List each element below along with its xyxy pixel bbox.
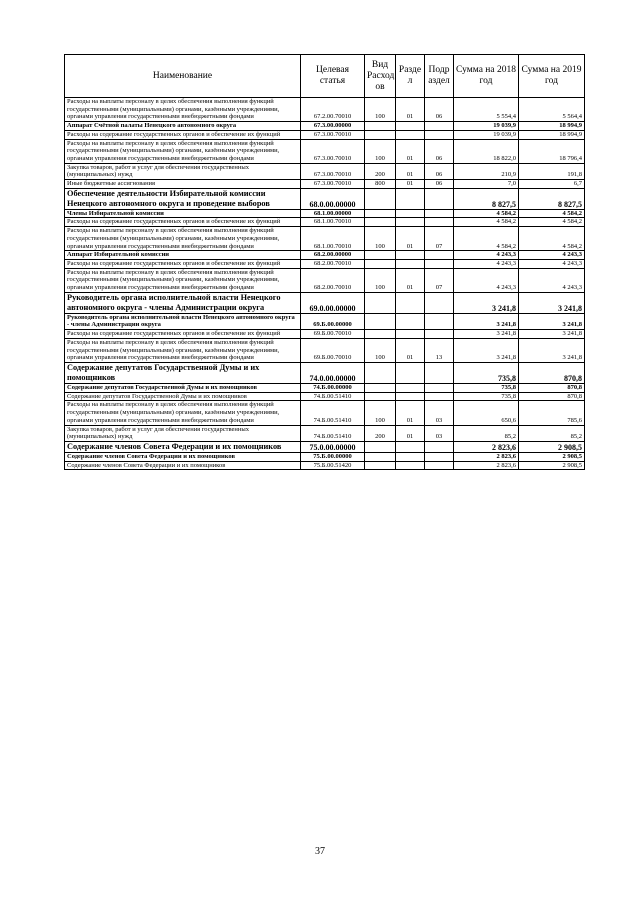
- row-section-cell: [396, 362, 425, 383]
- row-sum-2018-cell: 3 241,8: [454, 338, 519, 362]
- table-row: [65, 209, 585, 218]
- row-section-cell: 01: [396, 163, 425, 179]
- row-name-cell: Закупка товаров, работ и услуг для обеспечения государственных (муниципальных) нужд: [65, 163, 301, 179]
- row-section-cell: 01: [396, 401, 425, 425]
- row-section-cell: [396, 218, 425, 227]
- row-section-cell: 01: [396, 180, 425, 189]
- row-subsection-cell: [425, 130, 454, 139]
- row-subsection-cell: 03: [425, 401, 454, 425]
- row-expense-type-cell: [365, 130, 396, 139]
- row-sum-2018-cell: 4 584,2: [454, 227, 519, 251]
- row-target-code-cell: 68.1.00.00000: [301, 209, 365, 218]
- row-expense-type-cell: [365, 452, 396, 461]
- row-expense-type-cell: [365, 441, 396, 452]
- table-row: [65, 292, 585, 313]
- header-section: Разде л: [396, 55, 425, 98]
- row-sum-2018-cell: 4 243,3: [454, 259, 519, 268]
- table-row: [65, 139, 585, 163]
- row-sum-2018-cell: 735,8: [454, 383, 519, 392]
- row-subsection-cell: [425, 122, 454, 131]
- row-sum-2018-cell: 4 584,2: [454, 209, 519, 218]
- table-row: [65, 188, 585, 209]
- table-row: [65, 338, 585, 362]
- row-name-cell: Обеспечение деятельности Избирательной комиссии Ненецкого автономного округа и проведение выборов: [65, 188, 301, 209]
- row-expense-type-cell: 100: [365, 268, 396, 292]
- row-sum-2019-cell: 18 994,9: [519, 130, 585, 139]
- row-sum-2019-cell: 2 908,5: [519, 441, 585, 452]
- table-row: [65, 425, 585, 441]
- header-sum-2019: Сумма на 2019 год: [519, 55, 585, 98]
- row-sum-2018-cell: 7,0: [454, 180, 519, 189]
- row-sum-2018-cell: 2 823,6: [454, 441, 519, 452]
- row-subsection-cell: 06: [425, 180, 454, 189]
- table-row: [65, 122, 585, 131]
- row-sum-2019-cell: 18 796,4: [519, 139, 585, 163]
- row-section-cell: [396, 441, 425, 452]
- row-target-code-cell: 67.3.00.70010: [301, 130, 365, 139]
- row-name-cell: Расходы на выплаты персоналу в целях обеспечения выполнения функций государственными (муниципальными) органами, казёнными учреждениями, органами управления государственными внебюджетными фондами: [65, 139, 301, 163]
- row-expense-type-cell: [365, 209, 396, 218]
- table-row: [65, 180, 585, 189]
- row-expense-type-cell: [365, 188, 396, 209]
- row-subsection-cell: 06: [425, 98, 454, 122]
- row-target-code-cell: 74.Б.00.51410: [301, 425, 365, 441]
- row-sum-2019-cell: 6,7: [519, 180, 585, 189]
- row-sum-2019-cell: 4 584,2: [519, 218, 585, 227]
- row-section-cell: [396, 251, 425, 260]
- row-subsection-cell: [425, 392, 454, 401]
- table-row: [65, 401, 585, 425]
- row-expense-type-cell: 200: [365, 163, 396, 179]
- row-expense-type-cell: [365, 461, 396, 470]
- row-subsection-cell: [425, 313, 454, 329]
- table-row: [65, 362, 585, 383]
- row-sum-2019-cell: 870,8: [519, 362, 585, 383]
- table-body: [65, 98, 585, 470]
- row-target-code-cell: 74.Б.00.51410: [301, 392, 365, 401]
- row-section-cell: [396, 292, 425, 313]
- row-name-cell: Содержание депутатов Государственной Думы и их помощников: [65, 392, 301, 401]
- budget-table: [64, 54, 585, 470]
- row-subsection-cell: [425, 362, 454, 383]
- table-row: [65, 441, 585, 452]
- table-row: [65, 130, 585, 139]
- row-subsection-cell: [425, 452, 454, 461]
- row-target-code-cell: 75.0.00.00000: [301, 441, 365, 452]
- row-target-code-cell: 74.Б.00.00000: [301, 383, 365, 392]
- row-sum-2019-cell: 18 994,9: [519, 122, 585, 131]
- row-target-code-cell: 68.1.00.70010: [301, 218, 365, 227]
- table-header: [65, 55, 585, 98]
- row-subsection-cell: [425, 209, 454, 218]
- header-subsection: Подр аздел: [425, 55, 454, 98]
- row-sum-2018-cell: 4 243,3: [454, 251, 519, 260]
- table-row: [65, 313, 585, 329]
- row-target-code-cell: 68.1.00.70010: [301, 227, 365, 251]
- row-target-code-cell: 67.3.00.00000: [301, 122, 365, 131]
- row-expense-type-cell: [365, 259, 396, 268]
- row-expense-type-cell: 100: [365, 98, 396, 122]
- row-sum-2019-cell: 870,8: [519, 392, 585, 401]
- row-name-cell: Руководитель органа исполнительной власти Ненецкого автономного округа - члены Администрации округа: [65, 292, 301, 313]
- row-target-code-cell: 69.Б.00.70010: [301, 330, 365, 339]
- row-name-cell: Аппарат Избирательной комиссии: [65, 251, 301, 260]
- row-expense-type-cell: [365, 292, 396, 313]
- row-sum-2019-cell: 3 241,8: [519, 313, 585, 329]
- row-sum-2019-cell: 3 241,8: [519, 330, 585, 339]
- row-target-code-cell: 69.0.00.00000: [301, 292, 365, 313]
- row-sum-2018-cell: 2 823,6: [454, 452, 519, 461]
- row-subsection-cell: [425, 461, 454, 470]
- row-sum-2018-cell: 19 039,9: [454, 130, 519, 139]
- row-expense-type-cell: [365, 218, 396, 227]
- row-section-cell: 01: [396, 425, 425, 441]
- row-target-code-cell: 68.2.00.00000: [301, 251, 365, 260]
- table-row: [65, 461, 585, 470]
- row-name-cell: Расходы на выплаты персоналу в целях обеспечения выполнения функций государственными (муниципальными) органами, казёнными учреждениями, органами управления государственными внебюджетными фондами: [65, 98, 301, 122]
- row-sum-2019-cell: 785,6: [519, 401, 585, 425]
- row-sum-2019-cell: 191,8: [519, 163, 585, 179]
- row-sum-2019-cell: 870,8: [519, 383, 585, 392]
- row-subsection-cell: [425, 441, 454, 452]
- row-sum-2019-cell: 85,2: [519, 425, 585, 441]
- row-expense-type-cell: 100: [365, 139, 396, 163]
- row-section-cell: 01: [396, 139, 425, 163]
- row-expense-type-cell: 100: [365, 338, 396, 362]
- row-section-cell: 01: [396, 98, 425, 122]
- row-section-cell: [396, 313, 425, 329]
- row-sum-2018-cell: 2 823,6: [454, 461, 519, 470]
- row-name-cell: Иные бюджетные ассигнования: [65, 180, 301, 189]
- row-sum-2019-cell: 4 584,2: [519, 209, 585, 218]
- row-name-cell: Расходы на содержание государственных органов и обеспечение их функций: [65, 259, 301, 268]
- row-subsection-cell: [425, 330, 454, 339]
- row-subsection-cell: [425, 188, 454, 209]
- row-sum-2018-cell: 5 554,4: [454, 98, 519, 122]
- row-expense-type-cell: 100: [365, 401, 396, 425]
- row-expense-type-cell: 800: [365, 180, 396, 189]
- header-expense-type: Вид Расход ов: [365, 55, 396, 98]
- table-row: [65, 268, 585, 292]
- row-name-cell: Расходы на выплаты персоналу в целях обеспечения выполнения функций государственными (муниципальными) органами, казёнными учреждениями, органами управления государственными внебюджетными фондами: [65, 268, 301, 292]
- table-row: [65, 383, 585, 392]
- row-name-cell: Расходы на содержание государственных органов и обеспечение их функций: [65, 130, 301, 139]
- row-sum-2019-cell: 4 584,2: [519, 227, 585, 251]
- row-name-cell: Расходы на содержание государственных органов и обеспечение их функций: [65, 330, 301, 339]
- table-row: [65, 98, 585, 122]
- row-target-code-cell: 68.2.00.70010: [301, 259, 365, 268]
- row-sum-2019-cell: 3 241,8: [519, 292, 585, 313]
- row-sum-2018-cell: 19 039,9: [454, 122, 519, 131]
- row-sum-2018-cell: 18 822,0: [454, 139, 519, 163]
- row-name-cell: Аппарат Счётной палаты Ненецкого автономного округа: [65, 122, 301, 131]
- row-target-code-cell: 74.Б.00.51410: [301, 401, 365, 425]
- row-expense-type-cell: [365, 122, 396, 131]
- row-name-cell: Расходы на выплаты персоналу в целях обеспечения выполнения функций государственными (муниципальными) органами, казёнными учреждениями, органами управления государственными внебюджетными фондами: [65, 401, 301, 425]
- row-name-cell: Расходы на выплаты персоналу в целях обеспечения выполнения функций государственными (муниципальными) органами, казёнными учреждениями, органами управления государственными внебюджетными фондами: [65, 227, 301, 251]
- row-subsection-cell: [425, 218, 454, 227]
- table-row: [65, 392, 585, 401]
- row-sum-2019-cell: 3 241,8: [519, 338, 585, 362]
- row-sum-2019-cell: 4 243,3: [519, 268, 585, 292]
- table-row: [65, 163, 585, 179]
- row-target-code-cell: 75.Б.00.51420: [301, 461, 365, 470]
- row-expense-type-cell: 200: [365, 425, 396, 441]
- row-sum-2018-cell: 210,9: [454, 163, 519, 179]
- header-sum-2018: Сумма на 2018 год: [454, 55, 519, 98]
- row-sum-2018-cell: 735,8: [454, 392, 519, 401]
- row-subsection-cell: [425, 259, 454, 268]
- row-name-cell: Содержание депутатов Государственной Думы и их помощников: [65, 383, 301, 392]
- row-subsection-cell: 07: [425, 268, 454, 292]
- row-target-code-cell: 67.3.00.70010: [301, 163, 365, 179]
- row-sum-2019-cell: 8 827,5: [519, 188, 585, 209]
- header-target-article: Целевая статья: [301, 55, 365, 98]
- row-name-cell: Содержание членов Совета Федерации и их помощников: [65, 461, 301, 470]
- row-sum-2018-cell: 650,6: [454, 401, 519, 425]
- table-row: [65, 227, 585, 251]
- row-sum-2018-cell: 4 243,3: [454, 268, 519, 292]
- row-section-cell: 01: [396, 227, 425, 251]
- row-section-cell: [396, 122, 425, 131]
- row-expense-type-cell: [365, 251, 396, 260]
- row-section-cell: 01: [396, 268, 425, 292]
- row-sum-2018-cell: 4 584,2: [454, 218, 519, 227]
- row-name-cell: Содержание депутатов Государственной Думы и их помощников: [65, 362, 301, 383]
- row-name-cell: Содержание членов Совета Федерации и их помощников: [65, 441, 301, 452]
- row-expense-type-cell: [365, 383, 396, 392]
- row-expense-type-cell: [365, 392, 396, 401]
- row-expense-type-cell: [365, 362, 396, 383]
- row-subsection-cell: 06: [425, 163, 454, 179]
- row-section-cell: [396, 383, 425, 392]
- row-name-cell: Содержание членов Совета Федерации и их помощников: [65, 452, 301, 461]
- row-section-cell: [396, 461, 425, 470]
- row-name-cell: Руководитель органа исполнительной власти Ненецкого автономного округа - члены Администрации округа: [65, 313, 301, 329]
- row-target-code-cell: 69.Б.00.70010: [301, 338, 365, 362]
- header-row: [65, 55, 585, 98]
- row-target-code-cell: 69.Б.00.00000: [301, 313, 365, 329]
- row-sum-2018-cell: 735,8: [454, 362, 519, 383]
- row-name-cell: Члены Избирательной комиссии: [65, 209, 301, 218]
- row-section-cell: [396, 452, 425, 461]
- row-sum-2018-cell: 3 241,8: [454, 292, 519, 313]
- table-row: [65, 452, 585, 461]
- row-subsection-cell: [425, 292, 454, 313]
- row-sum-2018-cell: 8 827,5: [454, 188, 519, 209]
- row-target-code-cell: 75.Б.00.00000: [301, 452, 365, 461]
- row-subsection-cell: [425, 251, 454, 260]
- row-section-cell: 01: [396, 338, 425, 362]
- row-sum-2019-cell: 2 908,5: [519, 452, 585, 461]
- row-sum-2019-cell: 4 243,3: [519, 259, 585, 268]
- row-subsection-cell: 03: [425, 425, 454, 441]
- row-name-cell: Расходы на содержание государственных органов и обеспечение их функций: [65, 218, 301, 227]
- row-target-code-cell: 67.2.00.70010: [301, 98, 365, 122]
- row-subsection-cell: 06: [425, 139, 454, 163]
- row-subsection-cell: 07: [425, 227, 454, 251]
- row-name-cell: Расходы на выплаты персоналу в целях обеспечения выполнения функций государственными (муниципальными) органами, казёнными учреждениями, органами управления государственными внебюджетными фондами: [65, 338, 301, 362]
- table-row: [65, 259, 585, 268]
- row-target-code-cell: 67.3.00.70010: [301, 139, 365, 163]
- row-target-code-cell: 67.3.00.70010: [301, 180, 365, 189]
- table-row: [65, 330, 585, 339]
- row-sum-2019-cell: 2 908,5: [519, 461, 585, 470]
- row-subsection-cell: [425, 383, 454, 392]
- row-section-cell: [396, 188, 425, 209]
- table-row: [65, 218, 585, 227]
- row-expense-type-cell: [365, 313, 396, 329]
- row-section-cell: [396, 209, 425, 218]
- row-target-code-cell: 74.0.00.00000: [301, 362, 365, 383]
- row-target-code-cell: 68.2.00.70010: [301, 268, 365, 292]
- row-sum-2018-cell: 85,2: [454, 425, 519, 441]
- row-sum-2019-cell: 4 243,3: [519, 251, 585, 260]
- row-section-cell: [396, 330, 425, 339]
- row-sum-2018-cell: 3 241,8: [454, 313, 519, 329]
- page-number: 37: [315, 846, 325, 857]
- row-section-cell: [396, 392, 425, 401]
- row-expense-type-cell: [365, 330, 396, 339]
- row-sum-2019-cell: 5 564,4: [519, 98, 585, 122]
- row-name-cell: Закупка товаров, работ и услуг для обеспечения государственных (муниципальных) нужд: [65, 425, 301, 441]
- row-section-cell: [396, 259, 425, 268]
- row-target-code-cell: 68.0.00.00000: [301, 188, 365, 209]
- row-section-cell: [396, 130, 425, 139]
- table-row: [65, 251, 585, 260]
- header-name: Наименование: [65, 55, 301, 98]
- row-sum-2018-cell: 3 241,8: [454, 330, 519, 339]
- row-expense-type-cell: 100: [365, 227, 396, 251]
- row-subsection-cell: 13: [425, 338, 454, 362]
